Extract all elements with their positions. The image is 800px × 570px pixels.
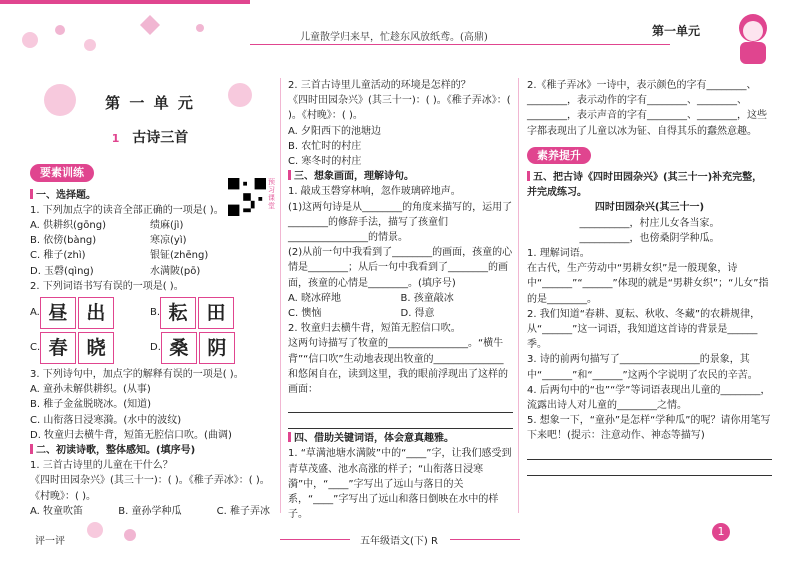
q2-choices-row-1 — [30, 297, 270, 329]
practice-5: 5. 想象一下，“童孙”是怎样“学种瓜”的呢？请你用笔写下来吧！(提示：注意动作、神态等描写) — [527, 415, 771, 442]
header-unit-label: 第一单元 — [652, 24, 701, 38]
practice-3: 3. 诗的前两句描写了________________的景象，其中“______”和“______”这两个字说明了农民的辛苦。 — [527, 354, 758, 381]
question-7: 2. 牧童归去横牛背，短笛无腔信口吹。 — [288, 323, 461, 335]
question-1: 1. 下列加点字的读音全部正确的一项是( )。 — [30, 204, 224, 216]
question-3: 3. 下列诗句中，加点字的解释有误的一项是( )。 — [30, 369, 244, 381]
section-heading-5: 五、把古诗《四时田园杂兴》(其三十一)补充完整，并完成练习。 — [527, 172, 763, 199]
question-6: 1. 敲成玉磬穿林响，忽作玻璃碎地声。 — [288, 186, 461, 198]
unit-heading: 第 一 单 元 — [105, 94, 195, 112]
q3-option-a: A. 童孙未解供耕织。(从事) — [30, 384, 151, 396]
question-4-text: 《四时田园杂兴》(其三十一)：( )。《稚子弄冰》：( )。《村晚》：( )。 — [30, 475, 270, 502]
lesson-title-text: 古诗三首 — [132, 130, 189, 147]
footer-divider-left — [280, 539, 350, 540]
column-divider-1 — [280, 78, 281, 513]
q2-choice-c[interactable]: C. 春 晓 — [30, 332, 150, 364]
question-5-text: 《四时田园杂兴》(其三十一)：( )。《稚子弄冰》：( )。《村晚》：( )。 — [288, 95, 511, 122]
q1-options-row-3: C. 稚子(zhì) 银钲(zhēng) — [30, 250, 209, 262]
header-divider — [250, 44, 670, 45]
girl-mascot-icon — [728, 8, 778, 68]
q5-option-b: B. 农忙时的村庄 — [288, 140, 362, 152]
q1-options-row-4: D. 玉磬(qìng) 水满陂(pō) — [30, 265, 201, 277]
question-6b: (2)从前一句中我看到了________的画面，孩童的心情是________；从后一句中我看到了________的画面，孩童的心情是________。(填序号) — [288, 247, 513, 289]
practice-4: 4. 后两句中的“也”“学”等词语表现出儿童的________，流露出诗人对儿童的________之情。 — [527, 384, 771, 412]
section-heading-3: 三、想象画面，理解诗句。 — [288, 169, 513, 184]
question-6a: (1)这两句诗是从________的角度来描写的，运用了________的修辞手法，描写了孩童们________________的情景。 — [288, 201, 513, 244]
poem-line-1: __________，村庄儿女各当家。 — [579, 217, 720, 229]
footer-book-title: 五年级语文(下) R — [360, 536, 438, 547]
answer-line[interactable] — [527, 446, 772, 460]
qr-code-icon[interactable] — [228, 178, 266, 216]
question-5: 2. 三首古诗里儿童活动的环境是怎样的？ — [288, 80, 471, 91]
column-left — [30, 70, 270, 519]
answer-line[interactable] — [288, 415, 513, 429]
qr-caption: 预习课堂 — [268, 178, 275, 210]
header-slogan: 儿童散学归来早，忙趁东风放纸鸢。(高鼎) — [300, 32, 488, 43]
q5-option-c: C. 寒冬时的村庄 — [288, 156, 362, 168]
q1-options-row-2: B. 依傍(bàng) 寒凉(yì) — [30, 235, 187, 247]
moon-sky-decoration-icon — [20, 70, 270, 130]
q2-choice-b[interactable]: B. 耘 田 — [150, 297, 270, 329]
q2-choice-d[interactable]: D. 桑 阴 — [150, 332, 270, 364]
q3-option-b: B. 稚子金盆脱晓冰。(知道) — [30, 399, 152, 411]
answer-line[interactable] — [527, 462, 772, 476]
practice-1-text: 在古代，生产劳动中“男耕女织”是一般现象，诗中“______”“______”体现的就是“男耕女织”；“儿女”指的是________。 — [527, 263, 769, 305]
q5-option-a: A. 夕阳西下的池塘边 — [288, 125, 382, 137]
q2-choices-row-2 — [30, 332, 270, 364]
q3-option-c: C. 山衔落日浸寒漪。(水中的波纹) — [30, 414, 182, 426]
question-8: 1. “草满池塘水满陂”中的“____”字，让我们感受到青草茂盛、池水高涨的样子；“山衔落日浸寒漪”中，“____”字写出了远山与落日的关系，“____”字写出了远山和落日倒映在水中的样子。 — [288, 448, 512, 521]
footer-divider-right — [450, 539, 520, 540]
page-number: 1 — [712, 523, 730, 541]
section-heading-1: 一、选择题。 — [30, 188, 270, 203]
lesson-title — [30, 131, 270, 146]
section-heading-2: 二、初读诗歌，整体感知。(填序号) — [30, 443, 270, 458]
lesson-number: 1 — [111, 132, 120, 146]
practice-2: 2. 我们知道“春耕、夏耘、秋收、冬藏”的农耕规律，从“______”这一词语，我知道这首诗的背景是______季。 — [527, 308, 761, 351]
poem-title: 四时田园杂兴(其三十一) — [594, 202, 705, 214]
answer-line[interactable] — [288, 399, 513, 413]
q2-choice-a[interactable]: A. 昼 出 — [30, 297, 150, 329]
page-footer — [0, 515, 800, 570]
question-9: 2.《稚子弄冰》一诗中，表示颜色的字有________、________，表示动作的字有________、________、________，表示声音的字有________、________，这些字都表现出了儿童以冰为钲、自得其乐的蠢然意趣。 — [527, 80, 767, 137]
section-heading-4: 四、借助关键词语，体会意真趣雅。 — [288, 431, 513, 446]
practice-1: 1. 理解词语。 — [527, 248, 590, 260]
page-header — [0, 0, 800, 70]
column-middle — [288, 78, 513, 522]
q6-options-row-1: A. 晓冰碎地 B. 孩童敲冰 — [288, 292, 454, 304]
column-right — [527, 78, 772, 478]
section-badge-training: 要素训练 — [30, 164, 94, 181]
q1-options-row-1: A. 供耕织(gōng) 绩麻(jì) — [30, 220, 184, 232]
column-divider-2 — [518, 78, 519, 513]
footer-label: 评一评 — [35, 536, 65, 547]
question-7-text: 这两句诗描写了牧童的________________。“横牛背”“信口吹”生动地表现出牧童的______________和悠闲自在，读到这里，我的眼前浮现出了这样的画面： — [288, 338, 508, 396]
question-4: 1. 三首古诗里的儿童在干什么？ — [30, 460, 173, 472]
section-badge-improvement: 素养提升 — [527, 147, 591, 164]
q4-options: A. 牧童吹笛 B. 童孙学种瓜 C. 稚子弄冰 — [30, 505, 270, 517]
q3-option-d: D. 牧童归去横牛背，短笛无腔信口吹。(曲调) — [30, 429, 232, 441]
q6-options-row-2: C. 懊恼 D. 得意 — [288, 308, 435, 320]
sky-decoration-icon — [0, 0, 250, 70]
poem-line-2: __________，也傍桑阴学种瓜。 — [579, 232, 720, 244]
question-2: 2. 下列词语书写有误的一项是( )。 — [30, 280, 184, 292]
